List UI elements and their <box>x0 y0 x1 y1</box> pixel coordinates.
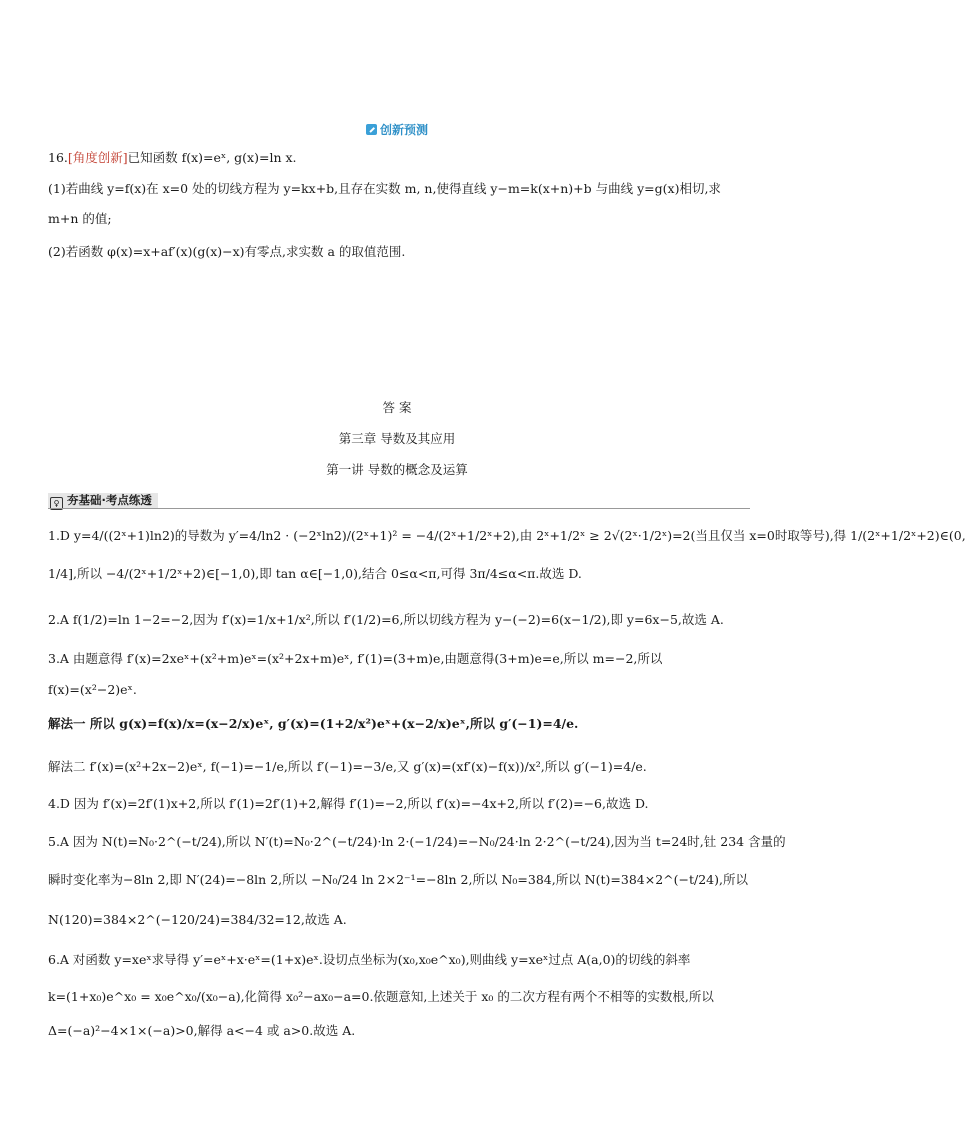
answer-line: 瞬时变化率为−8ln 2,即 N′(24)=−8ln 2,所以 −N₀/24 ln 2×2⁻¹=−8ln 2,所以 N₀=384,所以 N(t)=384×2^(−t/24),所以 <box>48 872 748 887</box>
problem-tag: [角度创新] <box>67 150 128 165</box>
problem-line-4: (2)若函数 φ(x)=x+af′(x)(g(x)−x)有零点,求实数 a 的取值范围. <box>48 244 406 259</box>
answer-line: 解法一 所以 g(x)=f(x)/x=(x−2/x)eˣ, g′(x)=(1+2/x²)eˣ+(x−2/x)eˣ,所以 g′(−1)=4/e. <box>48 716 579 731</box>
problem-line-1 <box>48 150 750 166</box>
problem-number: 16. <box>48 150 68 165</box>
divider <box>48 508 750 509</box>
problem-line-3: m+n 的值; <box>48 211 112 226</box>
answer-line: k=(1+x₀)e^x₀ = x₀e^x₀/(x₀−a),化简得 x₀²−ax₀−a=0.依题意知,上述关于 x₀ 的二次方程有两个不相等的实数根,所以 <box>48 989 714 1004</box>
answers-title: 答 案 <box>382 400 412 415</box>
answer-line: N(120)=384×2^(−120/24)=384/32=12,故选 A. <box>48 912 347 927</box>
lesson-title: 第一讲 导数的概念及运算 <box>326 462 468 477</box>
answer-line: 解法二 f′(x)=(x²+2x−2)eˣ, f(−1)=−1/e,所以 f′(−1)=−3/e,又 g′(x)=(xf′(x)−f(x))/x²,所以 g′(−1)=4/e. <box>48 759 647 774</box>
section-bar-label: 夯基础·考点练透 <box>67 493 152 507</box>
problem-statement: 已知函数 f(x)=eˣ, g(x)=ln x. <box>127 150 297 165</box>
answer-line: 1/4],所以 −4/(2ˣ+1/2ˣ+2)∈[−1,0),即 tan α∈[−1,0),结合 0≤α<π,可得 3π/4≤α<π.故选 D. <box>48 566 582 581</box>
answer-line: 1.D y=4/((2ˣ+1)ln2)的导数为 y′=4/ln2 · (−2ˣln2)/(2ˣ+1)² = −4/(2ˣ+1/2ˣ+2),由 2ˣ+1/2ˣ ≥ 2√(2ˣ·1/2ˣ)=2(当且仅当 x=0时取等号),得 1/(2ˣ+1/2ˣ+2)∈(0, <box>48 528 966 543</box>
problem-line-2: (1)若曲线 y=f(x)在 x=0 处的切线方程为 y=kx+b,且存在实数 m, n,使得直线 y−m=k(x+n)+b 与曲线 y=g(x)相切,求 <box>48 181 721 196</box>
section-header <box>0 119 794 138</box>
pencil-icon <box>366 124 377 135</box>
answer-line: f(x)=(x²−2)eˣ. <box>48 682 137 697</box>
section-bar <box>48 493 158 508</box>
answer-line: 4.D 因为 f′(x)=2f′(1)x+2,所以 f′(1)=2f′(1)+2,解得 f′(1)=−2,所以 f′(x)=−4x+2,所以 f′(2)=−6,故选 D. <box>48 796 649 811</box>
answer-line: Δ=(−a)²−4×1×(−a)>0,解得 a<−4 或 a>0.故选 A. <box>48 1023 356 1038</box>
answer-line: 6.A 对函数 y=xeˣ求导得 y′=eˣ+x·eˣ=(1+x)eˣ.设切点坐标为(x₀,x₀e^x₀),则曲线 y=xeˣ过点 A(a,0)的切线的斜率 <box>48 952 691 967</box>
answer-line: 3.A 由题意得 f′(x)=2xeˣ+(x²+m)eˣ=(x²+2x+m)eˣ, f′(1)=(3+m)e,由题意得(3+m)e=e,所以 m=−2,所以 <box>48 651 663 666</box>
answer-line: 5.A 因为 N(t)=N₀·2^(−t/24),所以 N′(t)=N₀·2^(−t/24)·ln 2·(−1/24)=−N₀/24·ln 2·2^(−t/24),因为当 t=24时,钍 234 含量的 <box>48 834 786 849</box>
answer-line: 2.A f(1/2)=ln 1−2=−2,因为 f′(x)=1/x+1/x²,所以 f′(1/2)=6,所以切线方程为 y−(−2)=6(x−1/2),即 y=6x−5,故选 A. <box>48 612 724 627</box>
lightbulb-icon: ♀ <box>50 497 63 510</box>
chapter-title: 第三章 导数及其应用 <box>338 431 456 446</box>
section-header-label: 创新预测 <box>379 123 428 137</box>
